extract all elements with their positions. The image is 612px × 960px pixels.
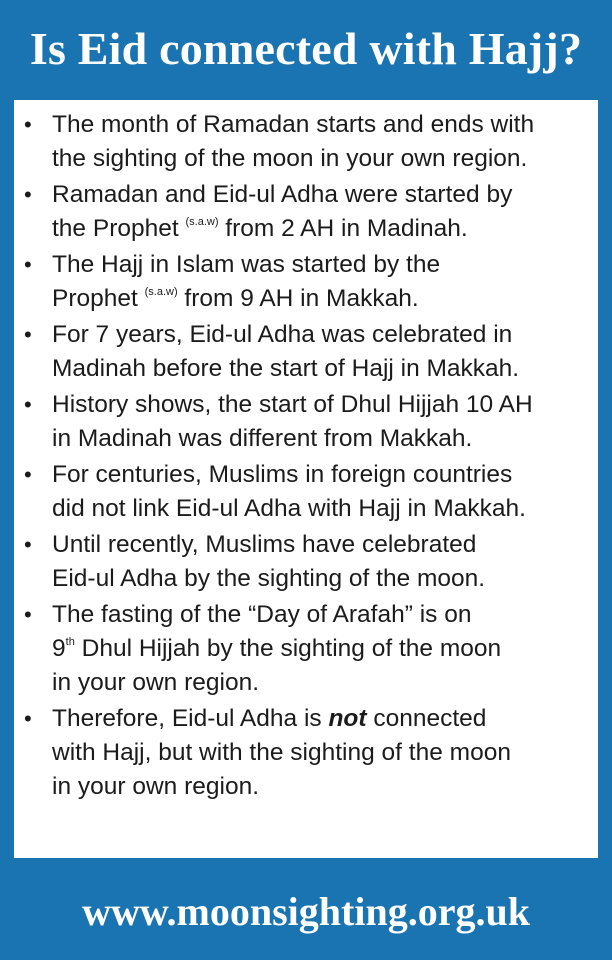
emphasis-text: not: [328, 705, 367, 732]
bullet-text-line: For 7 years, Eid-ul Adha was celebrated in: [52, 321, 513, 348]
bullet-icon: •: [24, 322, 32, 347]
bullet-item-started-by-prophet: [14, 178, 598, 246]
bullet-text-line: Until recently, Muslims have celebrated: [52, 531, 477, 558]
bullet-text-line: with Hajj, but with the sighting of the moon: [52, 739, 511, 766]
website-url: www.moonsighting.org.uk: [82, 888, 530, 934]
bullet-text-line: [52, 702, 590, 736]
bullet-item-seven-years: [14, 318, 598, 386]
bullet-icon: •: [24, 182, 32, 207]
header-banner: [0, 0, 612, 96]
text-fragment: from 9 AH in Makkah.: [177, 285, 419, 312]
text-fragment: connected: [366, 705, 487, 732]
bullet-text-line: in your own region.: [52, 773, 260, 800]
text-fragment: Prophet: [52, 285, 145, 312]
bullet-item-hajj-started: [14, 248, 598, 316]
bullet-text-line: in Madinah was different from Makkah.: [52, 425, 473, 452]
bullet-text-line: in your own region.: [52, 669, 260, 696]
bullet-text-line: History shows, the start of Dhul Hijjah 10 AH: [52, 391, 533, 418]
bullet-list: [14, 100, 598, 804]
bullet-text-line: The month of Ramadan starts and ends with: [52, 111, 535, 138]
bullet-text-line: Eid-ul Adha by the sighting of the moon.: [52, 565, 486, 592]
bullet-item-until-recently: [14, 528, 598, 596]
bullet-text-line: did not link Eid-ul Adha with Hajj in Makkah.: [52, 495, 526, 522]
bullet-icon: •: [24, 532, 32, 557]
text-fragment: the Prophet: [52, 215, 186, 242]
bullet-icon: •: [24, 706, 32, 731]
bullet-text-line: The fasting of the “Day of Arafah” is on: [52, 601, 472, 628]
text-fragment: Therefore, Eid-ul Adha is: [52, 705, 329, 732]
text-fragment: 9: [52, 635, 66, 662]
page-title: Is Eid connected with Hajj?: [29, 22, 583, 74]
bullet-text-line: For centuries, Muslims in foreign countries: [52, 461, 513, 488]
honorific-superscript: (s.a.w): [144, 286, 178, 298]
bullet-text-line: [52, 212, 590, 246]
bullet-text-line: Madinah before the start of Hajj in Makkah.: [52, 355, 520, 382]
bullet-item-history: [14, 388, 598, 456]
bullet-icon: •: [24, 252, 32, 277]
footer-banner: [0, 862, 612, 960]
content-panel: [12, 98, 600, 860]
bullet-icon: •: [24, 112, 32, 137]
bullet-icon: •: [24, 392, 32, 417]
ordinal-superscript: th: [65, 636, 75, 648]
bullet-item-conclusion: [14, 702, 598, 804]
bullet-item-day-of-arafah: [14, 598, 598, 700]
bullet-item-ramadan-moon: [14, 108, 598, 176]
bullet-text-line: [52, 632, 590, 666]
bullet-icon: •: [24, 602, 32, 627]
text-fragment: Dhul Hijjah by the sighting of the moon: [74, 635, 502, 662]
bullet-text-line: the sighting of the moon in your own region.: [52, 145, 528, 172]
bullet-item-centuries: [14, 458, 598, 526]
text-fragment: from 2 AH in Madinah.: [218, 215, 468, 242]
bullet-text-line: [52, 282, 590, 316]
bullet-icon: •: [24, 462, 32, 487]
honorific-superscript: (s.a.w): [185, 216, 219, 228]
bullet-text-line: Ramadan and Eid-ul Adha were started by: [52, 181, 513, 208]
bullet-text-line: The Hajj in Islam was started by the: [52, 251, 441, 278]
